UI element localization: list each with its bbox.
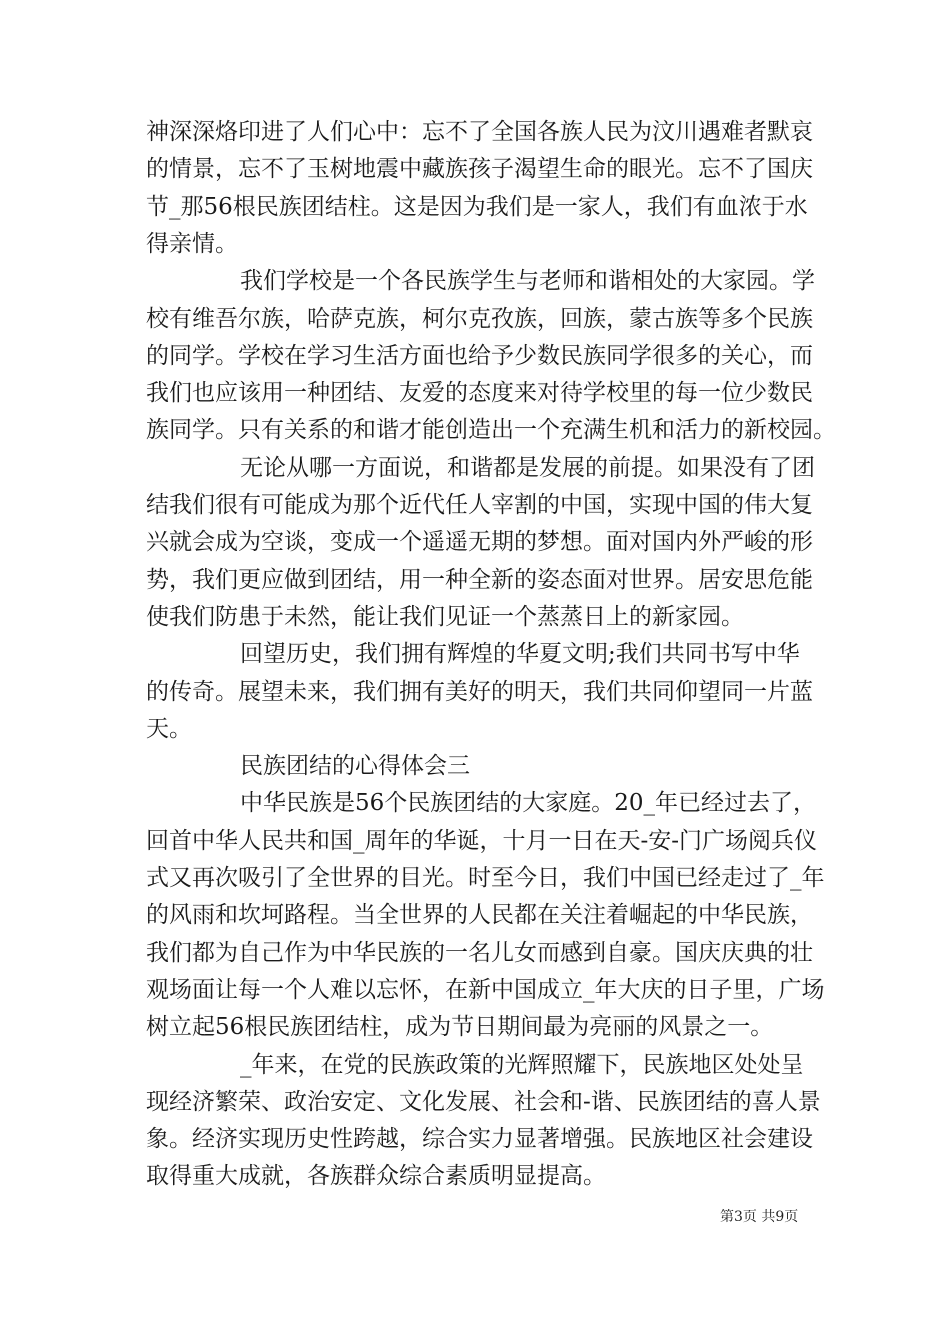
text-line: 象。经济实现历史性跨越，综合实力显著增强。民族地区社会建设	[146, 1126, 813, 1152]
text-line: 树立起56根民族团结柱，成为节日期间最为亮丽的风景之一。	[146, 1014, 774, 1040]
text-line: 的同学。学校在学习生活方面也给予少数民族同学很多的关心，而	[146, 343, 813, 369]
paragraph-first-line: 回望历史，我们拥有辉煌的华夏文明;我们共同书写中华	[240, 641, 800, 667]
text-line: 式又再次吸引了全世界的目光。时至今日，我们中国已经走过了_年	[146, 865, 825, 891]
text-line: 天。	[146, 716, 192, 742]
text-line: 我们都为自己作为中华民族的一名儿女而感到自豪。国庆庆典的壮	[146, 940, 813, 966]
text-line: 我们也应该用一种团结、友爱的态度来对待学校里的每一位少数民	[146, 380, 813, 406]
text-line: 的风雨和坎坷路程。当全世界的人民都在关注着崛起的中华民族，	[146, 902, 813, 928]
section-heading: 民族团结的心得体会三	[240, 753, 470, 779]
text-line: 势，我们更应做到团结，用一种全新的姿态面对世界。居安思危能	[146, 567, 813, 593]
text-line: 取得重大成就，各族群众综合素质明显提高。	[146, 1163, 606, 1189]
text-line: 节_那56根民族团结柱。这是因为我们是一家人，我们有血浓于水	[146, 194, 808, 220]
page-number: 第3页 共9页	[720, 1209, 799, 1225]
text-line: 的情景，忘不了玉树地震中藏族孩子渴望生命的眼光。忘不了国庆	[146, 156, 813, 182]
text-line: 神深深烙印进了人们心中：忘不了全国各族人民为汶川遇难者默哀	[146, 119, 813, 145]
text-line: 现经济繁荣、政治安定、文化发展、社会和-谐、民族团结的喜人景	[146, 1089, 821, 1115]
text-line: 族同学。只有关系的和谐才能创造出一个充满生机和活力的新校园。	[146, 417, 836, 443]
paragraph-first-line: 中华民族是56个民族团结的大家庭。20_年已经过去了，	[240, 790, 817, 816]
paragraph-first-line: 我们学校是一个各民族学生与老师和谐相处的大家园。学	[240, 268, 815, 294]
text-line: 的传奇。展望未来，我们拥有美好的明天，我们共同仰望同一片蓝	[146, 679, 813, 705]
text-line: 回首中华人民共和国_周年的华诞，十月一日在天-安-门广场阅兵仪	[146, 828, 818, 854]
paragraph-first-line: _年来，在党的民族政策的光辉照耀下，民族地区处处呈	[240, 1052, 804, 1078]
text-line: 得亲情。	[146, 231, 238, 257]
text-line: 观场面让每一个人难以忘怀，在新中国成立_年大庆的日子里，广场	[146, 977, 825, 1003]
text-line: 使我们防患于未然，能让我们见证一个蒸蒸日上的新家园。	[146, 604, 744, 630]
paragraph-first-line: 无论从哪一方面说，和谐都是发展的前提。如果没有了团	[240, 455, 815, 481]
text-line: 兴就会成为空谈，变成一个遥遥无期的梦想。面对国内外严峻的形	[146, 529, 813, 555]
text-line: 校有维吾尔族，哈萨克族，柯尔克孜族，回族，蒙古族等多个民族	[146, 306, 813, 332]
text-line: 结我们很有可能成为那个近代任人宰割的中国，实现中国的伟大复	[146, 492, 813, 518]
